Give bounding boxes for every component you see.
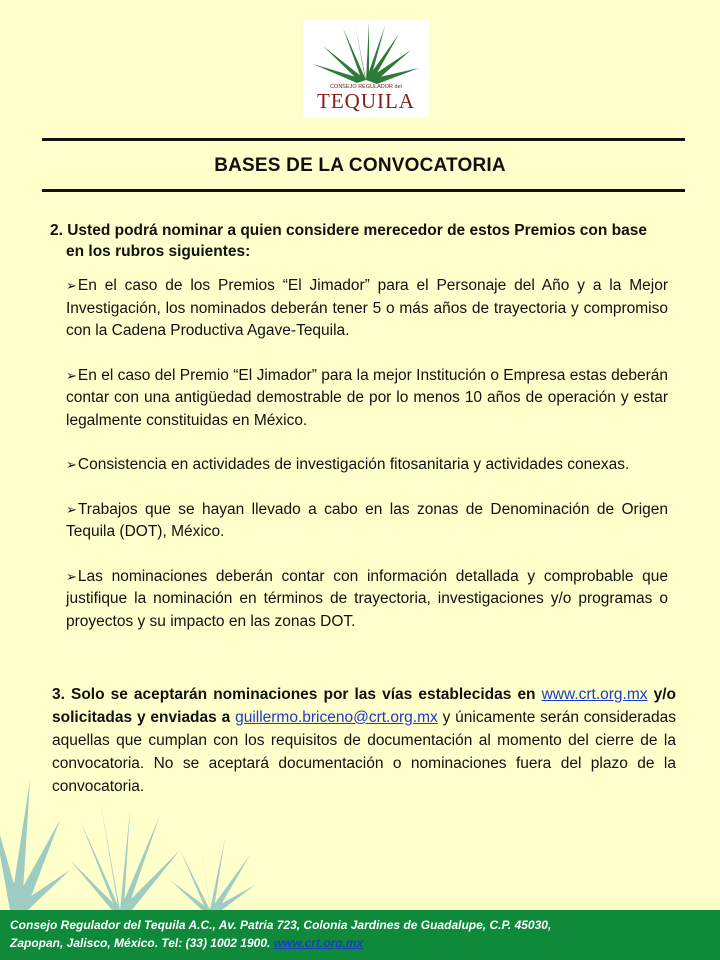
footer-address-line2: Zapopan, Jalisco, México. Tel: (33) 1002 1900.: [10, 936, 271, 950]
page-title: BASES DE LA CONVOCATORIA: [214, 155, 506, 176]
arrow-bullet-icon: ➢: [66, 367, 77, 383]
crt-logo: [303, 20, 429, 118]
arrow-bullet-icon: ➢: [66, 457, 77, 472]
top-rule: [42, 138, 685, 141]
list-item: ➢Consistencia en actividades de investigación fitosanitaria y actividades conexas.: [66, 456, 630, 473]
arrow-bullet-icon: ➢: [66, 501, 77, 517]
website-link[interactable]: www.crt.org.mx: [541, 686, 648, 703]
logo-title: TEQUILA: [317, 89, 415, 113]
agave-plant-decoration: [0, 760, 400, 910]
list-item: ➢En el caso de los Premios “El Jimador” para el Personaje del Año y a la Mejor Investigación, los nominados deberán tener 5 o más años de trayectoria y compromiso con la Cadena Productiva Agave-Tequila.: [66, 277, 668, 339]
section-3-bold-b: y/o solicitadas y enviadas a: [52, 686, 676, 726]
section-2-line2: en los rubros siguientes:: [66, 243, 251, 260]
section-2-heading: [50, 220, 680, 262]
criteria-list: [66, 275, 668, 655]
bottom-rule: [42, 189, 685, 192]
footer-website-link[interactable]: www.crt.org.mx: [273, 936, 364, 950]
arrow-bullet-icon: ➢: [66, 568, 77, 584]
logo-subtitle: CONSEJO REGULADOR del: [330, 84, 402, 90]
footer-address-line1: Consejo Regulador del Tequila A.C., Av. Patria 723, Colonia Jardines de Guadalupe, C.P. 45030,: [10, 918, 552, 932]
list-item: ➢Las nominaciones deberán contar con información detallada y comprobable que justifique la nominación en términos de trayectoria, investigaciones y/o programas o proyectos y su impacto en las zonas DOT.: [66, 567, 668, 630]
section-3-rest: y únicamente serán consideradas aquellas que cumplan con los requisitos de documentación al momento del cierre de la convocatoria. No se aceptará documentación o nominaciones fuera del plazo de la convocatoria.: [52, 709, 676, 795]
email-link[interactable]: guillermo.briceno@crt.org.mx: [235, 709, 438, 726]
agave-logo-icon: [303, 20, 429, 118]
section-3-bold-a: 3. Solo se aceptarán nominaciones por las vías establecidas en: [52, 686, 536, 703]
list-item: ➢En el caso del Premio “El Jimador” para la mejor Institución o Empresa estas deberán contar con una antigüedad demostrable de por lo menos 10 años de operación y estar legalmente constituidas en México.: [66, 366, 668, 429]
section-2-line1: 2. Usted podrá nominar a quien considere merecedor de estos Premios con base: [50, 222, 647, 239]
footer: [0, 910, 720, 960]
list-item: ➢Trabajos que se hayan llevado a cabo en las zonas de Denominación de Origen Tequila (DOT), México.: [66, 500, 668, 540]
arrow-bullet-icon: ➢: [66, 278, 77, 293]
